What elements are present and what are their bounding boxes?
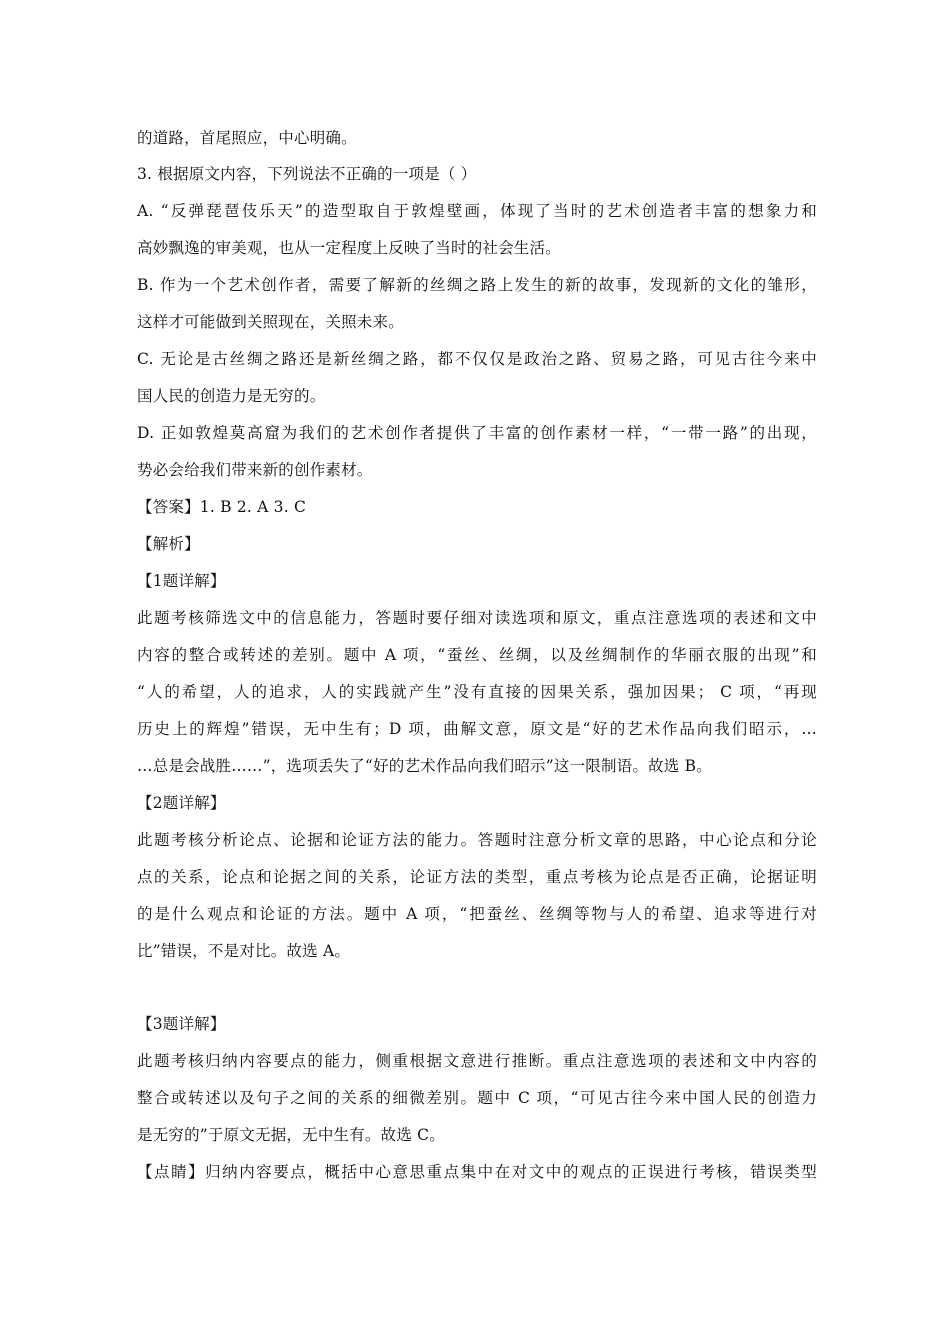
q1-explanation-line: “人的希望，人的追求，人的实践就产生”没有直接的因果关系，强加因果； C 项，“再现 — [137, 683, 817, 701]
question-3-stem: 3. 根据原文内容，下列说法不正确的一项是（ ） — [137, 165, 477, 183]
q2-explanation-line: 点的关系，论点和论据之间的关系，论证方法的类型，重点考核为论点是否正确，论据证明 — [137, 868, 817, 886]
option-c-line-1: C. 无论是古丝绸之路还是新丝绸之路，都不仅仅是政治之路、贸易之路，可见古往今来中 — [137, 350, 817, 368]
option-c-line-2: 国人民的创造力是无穷的。 — [137, 387, 326, 405]
q3-explanation-line: 整合或转述以及句子之间的关系的细微差别。题中 C 项，“可见古往今来中国人民的创造力 — [137, 1089, 817, 1107]
q3-explanation-line: 是无穷的”于原文无据，无中生有。故选 C。 — [137, 1126, 445, 1144]
q2-explanation-line: 此题考核分析论点、论据和论证方法的能力。答题时注意分析文章的思路，中心论点和分论 — [137, 831, 817, 849]
q1-explanation-line: …总是会战胜……”，选项丢失了“好的艺术作品向我们昭示”这一限制语。故选 B。 — [137, 757, 712, 775]
q1-explanation-line: 内容的整合或转述的差别。题中 A 项，“蚕丝、丝绸，以及丝绸制作的华丽衣服的出现”和 — [137, 646, 817, 664]
option-d-line-2: 势必会给我们带来新的创作素材。 — [137, 461, 373, 479]
option-a-line-2: 高妙飘逸的审美观，也从一定程度上反映了当时的社会生活。 — [137, 239, 561, 257]
answer-line: 【答案】1. B 2. A 3. C — [137, 498, 307, 516]
option-b-line-2: 这样才可能做到关照现在，关照未来。 — [137, 313, 404, 331]
q2-heading: 【2题详解】 — [137, 794, 226, 812]
q3-heading: 【3题详解】 — [137, 1015, 226, 1033]
option-a-line-1: A. “反弹琵琶伎乐天”的造型取自于敦煌壁画，体现了当时的艺术创造者丰富的想象力和 — [137, 202, 817, 220]
q1-heading: 【1题详解】 — [137, 572, 226, 590]
q2-explanation-line: 比”错误，不是对比。故选 A。 — [137, 942, 351, 960]
q1-explanation-line: 此题考核筛选文中的信息能力，答题时要仔细对读选项和原文，重点注意选项的表述和文中 — [137, 609, 817, 627]
option-b-line-1: B. 作为一个艺术创作者，需要了解新的丝绸之路上发生的新的故事，发现新的文化的雏形， — [137, 276, 817, 294]
q1-explanation-line: 历史上的辉煌”错误，无中生有；D 项，曲解文意，原文是“好的艺术作品向我们昭示，… — [137, 720, 817, 738]
q2-explanation-line: 的是什么观点和论证的方法。题中 A 项，“把蚕丝、丝绸等物与人的希望、追求等进行对 — [137, 905, 817, 923]
option-d-line-1: D. 正如敦煌莫高窟为我们的艺术创作者提供了丰富的创作素材一样，“一带一路”的出现， — [137, 424, 817, 442]
analysis-heading: 【解析】 — [137, 535, 200, 553]
text-line: 的道路，首尾照应，中心明确。 — [137, 129, 357, 147]
q3-explanation-line: 此题考核归纳内容要点的能力，侧重根据文意进行推断。重点注意选项的表述和文中内容的 — [137, 1052, 817, 1070]
key-point-line: 【点睛】归纳内容要点，概括中心意思重点集中在对文中的观点的正误进行考核，错误类型 — [137, 1163, 817, 1181]
